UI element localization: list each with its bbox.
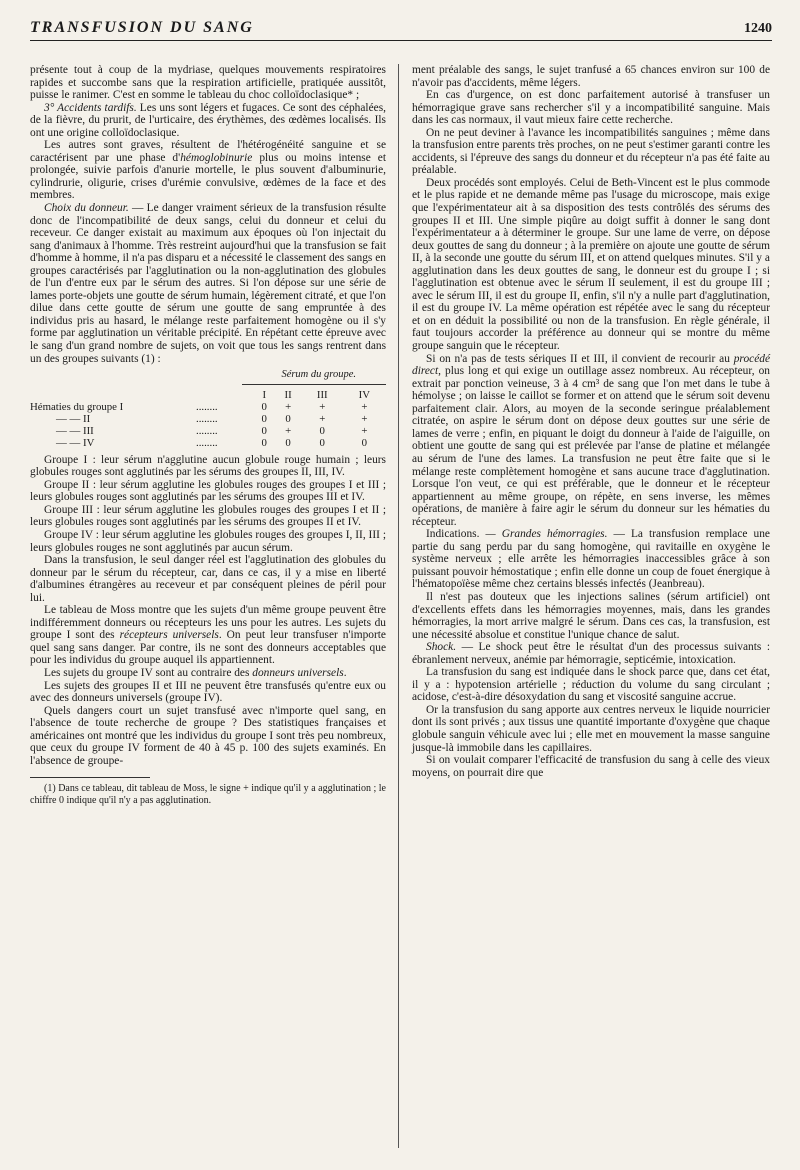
- paragraph: [412, 641, 770, 666]
- paragraph: Il n'est pas douteux que les injections salines (sérum artificiel) ont d'excellents effets dans les hémorragies moyennes, mais, dans les grandes hémorragies, la mort arrive malgré le sérum. Dans ces cas, la transfusion, est une nécessité absolue et constitue l'unique chance de salut.: [412, 590, 770, 641]
- section-lead: Choix du donneur.: [44, 202, 129, 215]
- footnote-rule: [30, 777, 150, 778]
- italic-term: donneurs universels: [252, 666, 344, 679]
- paragraph: présente tout à coup de la mydriase, quelques mouvements respiratoires rapides et succombe sans que la respiration artificielle, pratiquée aussitôt, puisse le ranimer. C'est en somme le tableau du choc colloïdoclasique* ;: [30, 64, 386, 102]
- paragraph: [412, 528, 770, 591]
- page-number: 1240: [744, 21, 772, 36]
- italic-term: hémoglobinurie: [180, 151, 253, 164]
- row-label: Hématies du groupe I: [30, 400, 124, 413]
- paragraph: Or la transfusion du sang apporte aux centres nerveux le liquide nourricier dont ils sont privés ; aux tissus une quantité importante d'oxygène que chaque globule sanguin véhicule avec lui ; elle met en mouvement la masse sanguine jusque-là immobile dans les capillaires.: [412, 703, 770, 754]
- section-lead: Shock.: [426, 641, 457, 654]
- table-row: [30, 425, 386, 437]
- paragraph: Groupe I : leur sérum n'agglutine aucun globule rouge humain ; leurs globules rouges sont agglutinés par les sérums des groupes II, III, IV.: [30, 453, 386, 479]
- paragraph: ment préalable des sangs, le sujet tranfusé a 65 chances environ sur 100 de n'avoir pas d'accidents, même légers.: [412, 64, 770, 89]
- paragraph-text: — La transfusion remplace une partie du sang perdu par du sang homogène, qui ravitaille en oxygène le système nerveux ; elle arrête les hémorragies inaccessibles grâce à son puissant pouvoir hémostatique ; enfin elle donne un coup de fouet énergique à l'hématopoïèse même chez certains blessés infectés (Jeanbreau).: [412, 528, 770, 591]
- row-label: — — II: [56, 412, 91, 425]
- paragraph-text: — Le shock peut être le résultat d'un des processus suivants : ébranlement nerveux, anémie par hémorragie, septicémie, intoxication.: [412, 641, 770, 666]
- paragraph-text: Les sujets du groupe IV sont au contraire des: [44, 666, 253, 679]
- italic-term: récepteurs universels: [119, 629, 219, 642]
- column-header: I: [262, 388, 267, 401]
- table-row: [30, 413, 386, 425]
- column-divider: [398, 64, 399, 1148]
- column-header: III: [316, 388, 328, 401]
- column-header: IV: [358, 388, 371, 401]
- paragraph: En cas d'urgence, on est donc parfaitement autorisé à transfuser un hémorragique grave sans rechercher s'il y a incompatibilité sanguine. Mais dans les cas normaux, il vaut mieux faire cette recherche.: [412, 89, 770, 127]
- right-column: [412, 64, 770, 779]
- paragraph-text: Les autres sont graves, résultent de l'hétérogénéité sanguine et se caractérisent par une phase d': [30, 139, 386, 164]
- table-cell: +: [319, 400, 326, 413]
- table-cell: 0: [285, 436, 291, 449]
- table-cell: 0: [361, 436, 368, 449]
- paragraph: La transfusion du sang est indiquée dans le shock parce que, dans cet état, il y a : hypotension artérielle ; réduction du volume du sang circulant ; acidose, c'est-à-dire désoxydation du sang et viscosité sanguine accrue.: [412, 666, 770, 704]
- paragraph-text: . On peut leur transfuser n'importe quel sang sans danger. Par contre, ils ne sont des donneurs acceptables que pour les individus du groupe auquel ils appartiennent.: [30, 629, 386, 667]
- paragraph: Deux procédés sont employés. Celui de Beth-Vincent est le plus commode et le plus rapide et ne demande même pas l'usage du microscope, mais exige que l'expérimentateur ait à sa disposition des tests contrôlés des sérums des groupes II et III. Une simple piqûre au doigt suffit à donner le sang dont l'expérimentateur a à déterminer le groupe. Sur une lame de verre, on dépose deux gouttes de sang du donneur ; à la première on ajoute une goutte de sérum II, à la seconde une goutte du sérum III, et on attend quelques minutes. S'il y a agglutination dans les deux gouttes de sang, le donneur est du groupe I ; si l'agglutination est obtenue avec le sérum II seulement, il est du groupe III ; avec le sérum III, il est du groupe II, enfin, s'il n'y a nulle part d'agglutination, il est du groupe IV. La même opération est répétée avec le sang du récepteur et on en déduit la possibilité ou non de la transfusion. En règle générale, il faut toujours accorder la préférence au donneur qui se montre du même groupe sanguin que le récepteur.: [412, 176, 770, 353]
- table-cell: 0: [319, 424, 325, 437]
- table-rule: [242, 384, 386, 385]
- paragraph-text: plus ou moins intense et prolongée, suivie parfois d'anurie mortelle, le plus souvent d'albuminurie, cylindrurie, oligurie, crises d'urémie convulsive, œdèmes de la face et des membres.: [30, 151, 386, 202]
- table-row: [30, 401, 386, 413]
- row-label: — — III: [56, 424, 94, 437]
- column-header: II: [284, 388, 292, 401]
- table-cell: 0: [319, 436, 325, 449]
- row-label: — — IV: [56, 436, 95, 449]
- table-cell: +: [319, 412, 326, 425]
- page-header: [30, 14, 772, 41]
- left-column: [30, 64, 386, 806]
- paragraph: Quels dangers court un sujet transfusé avec n'importe quel sang, en l'absence de toute recherche de groupe ? Des statistiques françaises et américaines ont montré que les individus du groupe I sont très peu nombreux, que ceux du groupe IV forment de 40 à 45 p. 100 des sujets examinés. En l'absence de groupe-: [30, 704, 386, 767]
- paragraph: On ne peut deviner à l'avance les incompatibilités sanguines ; même dans la transfusion entre parents très proches, on ne peut s'estimer garanti contre les accidents, si l'épreuve des sangs du donneur et du récepteur n'a pas été faite au préalable.: [412, 126, 770, 177]
- section-lead: Indications.: [426, 528, 480, 541]
- paragraph: Groupe II : leur sérum agglutine les globules rouges des groupes I et III ; leurs globules rouges sont agglutinés par les sérums des groupes III et IV.: [30, 478, 386, 504]
- table-cell: 0: [261, 400, 267, 413]
- leader-dots: ........: [196, 424, 218, 437]
- leader-dots: ........: [196, 400, 218, 413]
- paragraph: [30, 667, 386, 680]
- paragraph-text: Les uns sont légers et fugaces. Ce sont des céphalées, de la fièvre, du prurit, de l'urticaire, des érythèmes, des œdèmes localisés. Ils ont une origine colloïdoclasique.: [30, 101, 386, 139]
- paragraph: Les sujets des groupes II et III ne peuvent être transfusés qu'entre eux ou avec des donneurs universels (groupe IV).: [30, 679, 386, 705]
- table-cell: +: [361, 412, 368, 425]
- paragraph: Groupe III : leur sérum agglutine les globules rouges des groupes I et II ; leurs globules rouges sont agglutinés par les sérums des groupes II et IV.: [30, 503, 386, 529]
- section-lead: 3° Accidents tardifs.: [44, 101, 137, 114]
- footnote: (1) Dans ce tableau, dit tableau de Moss, le signe + indique qu'il y a agglutination ; le chiffre 0 indique qu'il n'y a pas agglutination.: [30, 783, 386, 806]
- paragraph: [30, 202, 386, 365]
- paragraph: Dans la transfusion, le seul danger réel est l'agglutination des globules du donneur par le sérum du récepteur, car, dans ce cas, il y a mise en liberté d'albumines étrangères au receveur et par conséquent pleines de péril pour lui.: [30, 554, 386, 604]
- paragraph-text: .: [343, 666, 347, 679]
- running-title: TRANSFUSION DU SANG: [30, 19, 254, 36]
- table-cell: +: [361, 424, 368, 437]
- paragraph-text: , plus long et qui exige un outillage assez nombreux. Au récepteur, on extrait par ponction veineuse, 3 à 4 cm³ de sang que l'on met dans le tube à hémolyse ; on laisse le caillot se former et on attend que le sérum soit devenu parfaitement clair. Alors, au moyen de la seconde seringue préalablement citratée, on aspire le sérum dont on dépose deux gouttes sur une série de lames de verre ; enfin, en piquant le doigt du donneur à l'aide de l'aiguille, on obtient une goutte de sang qui est prélevée par l'anse de platine et mélangée au sérum de l'une des lames. La transfusion ne peut être faite que si le mélange reste complètement homogène et sans aucune trace d'agglutination. Lorsque l'on veut, ce qui est préférable, que le donneur et le récepteur appartiennent au même groupe, on répète, en sens inverse, les mêmes opérations, de manière à faire agir le sérum du donneur sur les hématies du récepteur.: [412, 365, 770, 528]
- paragraph: [412, 353, 770, 529]
- paragraph-text: — Le danger vraiment sérieux de la transfusion résulte donc de l'incompatibilité de deux sangs, celui du donneur et celui du receveur. Ce danger existait au maximum aux époques où l'on injectait du sang d'animaux à l'homme. Très restreint aujourd'hui que la transfusion se fait d'homme à homme, il n'a pas disparu et a nécessité le classement des sangs en groupes caractérisés par l'agglutination ou la non-agglutination des globules de l'un d'entre eux par le sérum des autres. Si l'on dépose sur une série de lames porte-objets une goutte de sérum humain, légèrement citraté, et que l'on dilue dans cette goutte de sérum une goutte de sang empruntée à des individus pris au hasard, le mélange reste parfaitement homogène ou il s'y forme par agglutination un véritable précipité. En répétant cette épreuve avec le sang d'un grand nombre de sujets, on voit que tous les sangs rentrent dans un des groupes suivants (1) :: [30, 202, 386, 365]
- table-cell: 0: [261, 436, 267, 449]
- paragraph-text: Si on n'a pas de tests sériques II et III, il convient de recourir au: [426, 352, 734, 365]
- section-subhead: — Grandes hémorragies.: [479, 528, 608, 541]
- table-cell: +: [285, 400, 292, 413]
- moss-table: [30, 369, 386, 449]
- table-cell: +: [285, 424, 292, 437]
- paragraph-text: Le tableau de Moss montre que les sujets d'un même groupe peuvent être indifféremment donneurs ou récepteurs les uns pour les autres. Les sujets du groupe I sont des: [30, 604, 386, 642]
- table-cell: 0: [261, 412, 267, 425]
- paragraph: [30, 604, 386, 667]
- table-row: [30, 437, 386, 449]
- paragraph: Groupe IV : leur sérum agglutine les globules rouges des groupes I, II, III ; leurs globules rouges ne sont agglutinés par aucun sérum.: [30, 528, 386, 554]
- table-cell: 0: [261, 424, 267, 437]
- paragraph: Si on voulait comparer l'efficacité de transfusion du sang à celle des vieux moyens, on pourrait dire que: [412, 754, 770, 779]
- paragraph: [30, 102, 386, 140]
- table-cell: +: [361, 400, 368, 413]
- table-cell: 0: [285, 412, 291, 425]
- paragraph: [30, 139, 386, 202]
- leader-dots: ........: [196, 436, 218, 449]
- table-title: Sérum du groupe.: [281, 369, 356, 381]
- italic-term: procédé direct: [412, 352, 770, 378]
- leader-dots: ........: [196, 412, 218, 425]
